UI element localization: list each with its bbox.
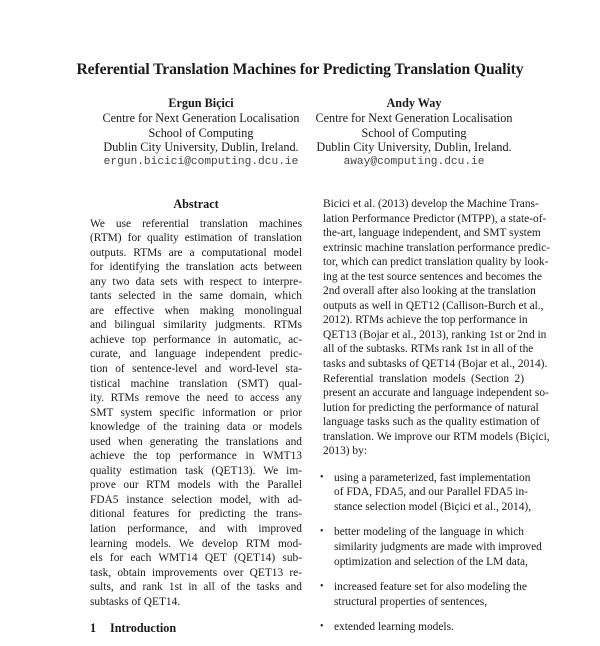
abstract-heading: Abstract <box>173 197 219 211</box>
intro-paragraph-1 <box>312 197 551 372</box>
list-item <box>320 620 524 635</box>
text-line: els for each WMT14 QET (QET14) sub- <box>90 552 302 565</box>
text-line: translation. We improve our RTM models (Biçici, <box>323 430 550 443</box>
text-line: 2012). RTMs achieve the top performance in <box>323 314 528 327</box>
author-block-1 <box>86 96 316 170</box>
text-line: lation performance, and with improved <box>90 523 302 536</box>
text-line: similarity judgments are made with improved <box>334 541 542 554</box>
text-line: Referential translation models (Section 2) <box>323 372 524 385</box>
text-line: present an accurate and language independent so- <box>323 387 549 400</box>
text-line: ditional features for predicting the trans- <box>90 508 302 521</box>
author-affiliation: School of Computing <box>148 125 254 140</box>
bullet-icon: • <box>320 581 324 593</box>
text-line: all of the subtasks. RTMs rank 1st in all of the <box>323 343 534 356</box>
text-line: prove our RTM models with the Parallel <box>90 479 302 492</box>
author-block-2 <box>299 96 529 170</box>
text-line: stance selection model (Biçici et al., 2014), <box>334 500 532 513</box>
list-item <box>320 525 542 569</box>
text-line: outputs. RTMs are a computational model <box>90 246 302 259</box>
text-line: lution for predicting the performance of natural <box>323 401 539 414</box>
text-line: used when generating the translations and <box>90 435 302 448</box>
intro-paragraph-2 <box>312 372 550 459</box>
text-line: Bicici et al. (2013) develop the Machine Trans- <box>323 198 539 210</box>
bullet-icon: • <box>320 621 324 633</box>
text-line: ity. RTMs remove the need to access any <box>90 392 302 405</box>
author-email: away@computing.dcu.ie <box>343 156 485 169</box>
text-line: subtasks of QET14. <box>90 595 181 608</box>
text-line: of FDA, FDA5, and our Parallel FDA5 in- <box>334 486 528 499</box>
text-line: quality estimation task (QET13). We im- <box>90 464 302 477</box>
text-line: tor, which can predict translation quality by look- <box>323 256 549 269</box>
list-item <box>320 471 532 515</box>
text-line: and bilingual similarity judgments. RTMs <box>90 319 302 332</box>
author-affiliation: Centre for Next Generation Localisation <box>315 110 513 125</box>
text-line: optimization and selection of the LM data, <box>334 555 528 568</box>
text-line: better modeling of the language in which <box>334 526 524 539</box>
text-line: task, obtain improvements over QET13 re- <box>90 566 302 579</box>
text-line: extrinsic machine translation performance predic- <box>323 241 551 254</box>
text-line: for identifying the translation acts between <box>90 261 302 274</box>
text-line: outputs as well in QET12 (Callison-Burch et al., <box>323 299 544 312</box>
text-line: QET13 (Bojar et al., 2013), ranking 1st or 2nd in <box>323 328 547 341</box>
improvement-list <box>312 471 542 635</box>
list-item <box>320 580 527 609</box>
text-line: increased feature set for also modeling the <box>334 581 527 594</box>
left-column <box>90 197 302 636</box>
section-heading-introduction <box>90 621 302 636</box>
text-line: We use referential translation machines <box>90 217 302 230</box>
text-line: tasks and subtasks of QET14 (Bojar et al., 2014). <box>323 358 548 371</box>
paper-title: Referential Translation Machines for Predicting Translation Quality <box>76 61 524 78</box>
text-line: language tasks such as the quality estimation of <box>323 416 540 429</box>
text-line: extended learning models. <box>334 621 454 634</box>
author-email: ergun.bicici@computing.dcu.ie <box>103 156 299 169</box>
author-affiliation: Centre for Next Generation Localisation <box>102 110 300 125</box>
author-affiliation: Dublin City University, Dublin, Ireland. <box>316 140 512 155</box>
text-line: structural properties of sentences, <box>334 595 488 608</box>
text-line: sults, and rank 1st in all of the tasks and <box>90 581 302 594</box>
abstract-text <box>90 217 302 610</box>
text-line: lation Performance Predictor (MTPP), a state-of- <box>323 212 547 225</box>
section-number: 1 <box>90 621 97 636</box>
text-line: (RTM) for quality estimation of translation <box>90 232 302 245</box>
author-name: Andy Way <box>386 96 442 110</box>
text-line: tistical machine translation (SMT) qual- <box>90 377 302 390</box>
text-line: tion of sentence-level and word-level sta- <box>90 363 302 376</box>
text-line: achieve top performance in automatic, ac- <box>90 333 302 346</box>
author-affiliation: School of Computing <box>361 125 467 140</box>
text-line: using a parameterized, fast implementation <box>334 471 531 484</box>
text-line: the-art, language independent, and SMT system <box>323 227 541 240</box>
text-line: ing at the test source sentences and becomes the <box>323 270 542 283</box>
text-line: any two data sets with respect to interpre- <box>90 275 302 288</box>
author-name: Ergun Biçici <box>168 96 234 110</box>
text-line: learning models. We develop RTM mod- <box>90 537 302 550</box>
author-affiliation: Dublin City University, Dublin, Ireland. <box>103 140 299 155</box>
bullet-icon: • <box>320 526 324 538</box>
text-line: are effective when making monolingual <box>90 304 302 317</box>
bullet-icon: • <box>320 471 324 483</box>
right-column <box>312 197 551 646</box>
text-line: FDA5 instance selection model, with ad- <box>90 493 302 506</box>
section-title: Introduction <box>110 621 177 636</box>
text-line: 2013) by: <box>323 445 367 458</box>
text-line: achieve the top performance in WMT13 <box>90 450 302 463</box>
text-line: tants selected in the same domain, which <box>90 290 302 303</box>
text-line: SMT system specific information or prior <box>90 406 302 419</box>
text-line: 2nd overall after also looking at the translation <box>323 285 536 298</box>
text-line: curate, and language independent predic- <box>90 348 302 361</box>
text-line: knowledge of the training data or models <box>90 421 302 434</box>
